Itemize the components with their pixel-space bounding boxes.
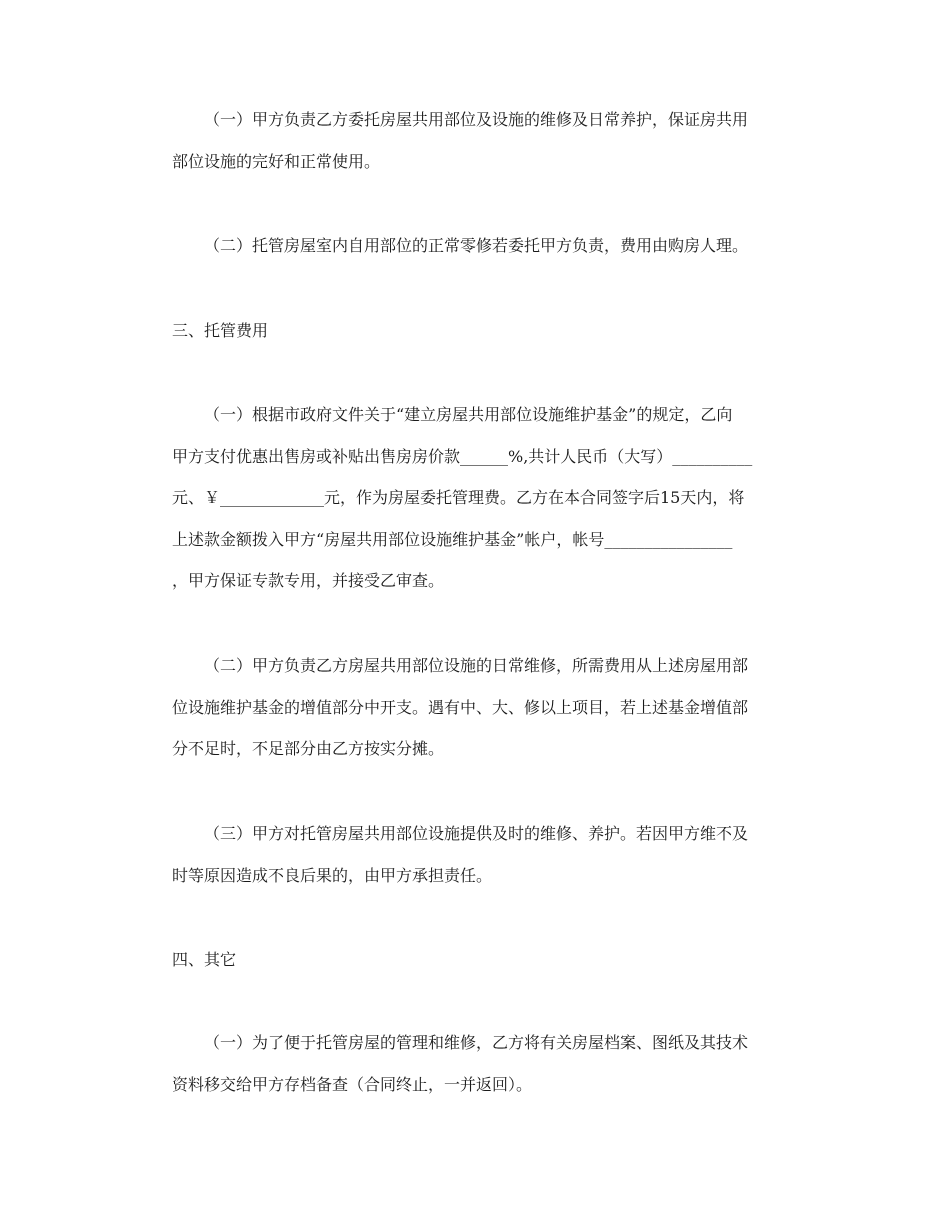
clause-3-1-line-5: ，甲方保证专款专用，并接受乙审查。	[172, 571, 445, 590]
clause-2-1-line-1: （一）甲方负责乙方委托房屋共用部位及设施的维修及日常养护，保证房共用	[204, 110, 749, 129]
clause-3-2-line-3: 分不足时，不足部分由乙方按实分摊。	[172, 739, 445, 758]
clause-3-1-line-3: 元、￥_____________元，作为房屋委托管理费。乙方在本合同签字后15天内，将	[172, 488, 745, 507]
clause-4-1	[140, 1022, 800, 1105]
clause-3-2	[140, 645, 800, 770]
clause-4-1-line-1: （一）为了便于托管房屋的管理和维修，乙方将有关房屋档案、图纸及其技术	[204, 1033, 749, 1052]
clause-3-3-line-2: 时等原因造成不良后果的，由甲方承担责任。	[172, 865, 493, 885]
clause-3-1-line-4: 上述款金额拨入甲方“房屋共用部位设施维护基金”帐户，帐号________________	[172, 529, 733, 549]
clause-2-2-line-1: （二）托管房屋室内自用部位的正常零修若委托甲方负责，费用由购房人理。	[204, 236, 749, 255]
clause-2-2	[140, 225, 800, 267]
clause-4-1-line-2: 资料移交给甲方存档备查（合同终止，一并返回）。	[172, 1074, 533, 1094]
clause-3-2-line-2: 位设施维护基金的增值部分中开支。遇有中、大、修以上项目，若上述基金增值部	[172, 697, 749, 717]
section-3-heading: 三、托管费用	[172, 321, 269, 340]
clause-3-1-line-2: 甲方支付优惠出售房或补贴出售房房价款______%,共计人民币（大写）__________	[172, 446, 753, 466]
clause-3-1	[140, 394, 800, 602]
clause-3-1-line-1: （一）根据市政府文件关于“建立房屋共用部位设施维护基金”的规定，乙向	[204, 405, 733, 424]
clause-2-1	[140, 99, 800, 182]
clause-3-3-line-1: （三）甲方对托管房屋共用部位设施提供及时的维修、养护。若因甲方维不及	[204, 824, 749, 843]
clause-3-2-line-1: （二）甲方负责乙方房屋共用部位设施的日常维修，所需费用从上述房屋用部	[204, 656, 749, 675]
clause-2-1-line-2: 部位设施的完好和正常使用。	[172, 151, 381, 171]
clause-3-3	[140, 813, 800, 896]
section-4-heading: 四、其它	[172, 950, 237, 969]
